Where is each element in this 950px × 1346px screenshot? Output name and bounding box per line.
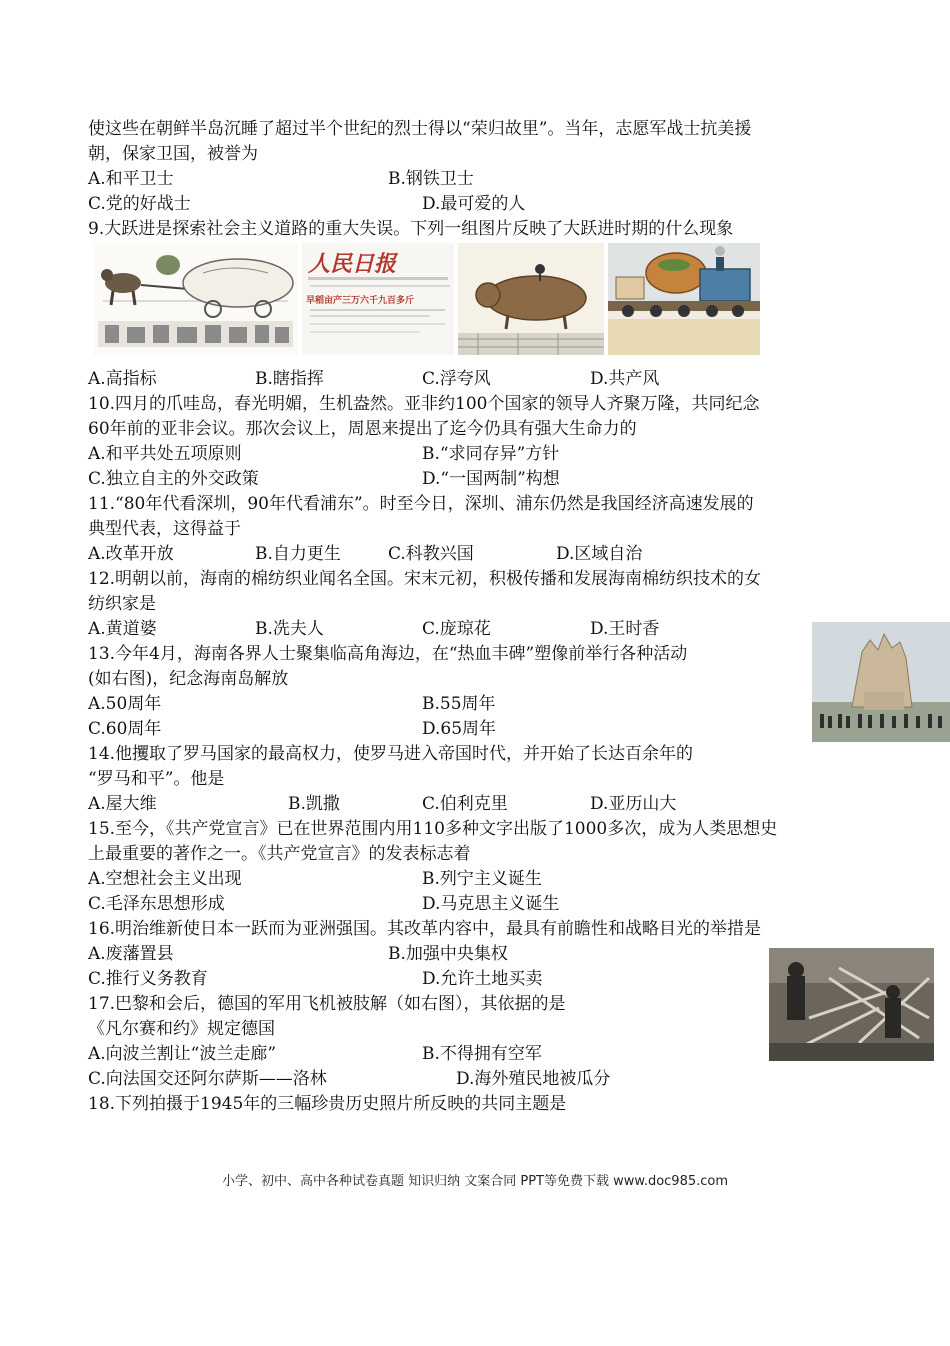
q14-option-d: D.亚历山大 — [590, 794, 677, 814]
q12-option-c: C.庞琼花 — [422, 619, 491, 639]
q9-option-b: B.瞎指挥 — [255, 369, 324, 389]
q15-option-a: A.空想社会主义出现 — [88, 869, 242, 889]
q8-stem-line1: 使这些在朝鲜半岛沉睡了超过半个世纪的烈士得以“荣归故里”。当年，志愿军战士抗美援 — [88, 119, 752, 139]
q9-stem: 9.大跃进是探索社会主义道路的重大失误。下列一组图片反映了大跃进时期的什么现象 — [88, 219, 734, 239]
q10-stem-line2: 60年前的亚非会议。那次会议上，周恩来提出了迄今仍具有强大生命力的 — [88, 419, 637, 439]
q11-option-b: B.自力更生 — [255, 544, 341, 564]
q11-stem-line2: 典型代表，这得益于 — [88, 519, 241, 539]
q16-option-a: A.废藩置县 — [88, 944, 174, 964]
q8-option-a: A.和平卫士 — [88, 169, 174, 189]
q9-option-c: C.浮夸风 — [422, 369, 491, 389]
q16-option-d: D.允许土地买卖 — [422, 969, 543, 989]
q10-stem-line1: 10.四月的爪哇岛，春光明媚，生机盎然。亚非约100个国家的领导人齐聚万隆，共同纪念 — [88, 394, 760, 414]
q13-option-d: D.65周年 — [422, 719, 497, 739]
q16-option-c: C.推行义务教育 — [88, 969, 208, 989]
q10-option-d: D.“一国两制”构想 — [422, 469, 560, 489]
q11-option-a: A.改革开放 — [88, 544, 174, 564]
q9-option-d: D.共产风 — [590, 369, 660, 389]
q10-option-c: C.独立自主的外交政策 — [88, 469, 259, 489]
newspaper-masthead: 人民日报 — [308, 251, 397, 277]
q14-option-c: C.伯利克里 — [422, 794, 508, 814]
page-footer: 小学、初中、高中各种试卷真题 知识归纳 文案合同 PPT等免费下载 www.doc985.com — [221, 1174, 729, 1189]
q18-stem-line1: 18.下列拍摄于1945年的三幅珍贵历史照片所反映的共同主题是 — [88, 1094, 567, 1114]
q11-option-c: C.科教兴国 — [388, 544, 474, 564]
q16-stem-line1: 16.明治维新使日本一跃而为亚洲强国。其改革内容中，最具有前瞻性和战略目光的举措是 — [88, 919, 762, 939]
q11-stem-line1: 11.“80年代看深圳，90年代看浦东”。时至今日，深圳、浦东仍然是我国经济高速发展的 — [88, 494, 754, 514]
q8-stem-line2: 朝，保家卫国，被誉为 — [88, 144, 258, 164]
q13-option-b: B.55周年 — [422, 694, 496, 714]
q17-option-c: C.向法国交还阿尔萨斯——洛林 — [88, 1069, 327, 1089]
q8-option-d: D.最可爱的人 — [422, 194, 526, 214]
q12-option-d: D.王时香 — [590, 619, 660, 639]
q8-option-b: B.钢铁卫士 — [388, 169, 474, 189]
q9-cartoon-ox-cart — [93, 243, 298, 355]
q10-option-b: B.“求同存异”方针 — [422, 444, 560, 464]
q13-option-c: C.60周年 — [88, 719, 162, 739]
q16-option-b: B.加强中央集权 — [388, 944, 508, 964]
newspaper-headline: 早稻亩产三万六千九百多斤 — [306, 296, 415, 306]
q13-monument-photo — [812, 622, 950, 742]
q8-option-c: C.党的好战士 — [88, 194, 191, 214]
q17-option-b: B.不得拥有空军 — [422, 1044, 542, 1064]
q12-stem-line2: 纺织家是 — [88, 594, 156, 614]
q12-stem-line1: 12.明朝以前，海南的棉纺织业闻名全国。宋末元初，积极传播和发展海南棉纺织技术的女 — [88, 569, 762, 589]
q10-option-a: A.和平共处五项原则 — [88, 444, 242, 464]
q15-stem-line2: 上最重要的著作之一。《共产党宣言》的发表标志着 — [88, 844, 471, 864]
q15-option-d: D.马克思主义诞生 — [422, 894, 560, 914]
q9-cartoon-train-produce — [608, 243, 760, 355]
q13-stem-line1: 13.今年4月，海南各界人士聚集临高角海边，在“热血丰碑”塑像前举行各种活动 — [88, 644, 688, 664]
q17-dismantled-aircraft-photo — [769, 948, 934, 1061]
q11-option-d: D.区域自治 — [556, 544, 643, 564]
q17-option-d: D.海外殖民地被瓜分 — [456, 1069, 611, 1089]
q12-option-a: A.黄道婆 — [88, 619, 157, 639]
q9-newspaper-clipping — [302, 243, 454, 355]
q15-option-c: C.毛泽东思想形成 — [88, 894, 225, 914]
q9-cartoon-giant-pig — [458, 243, 604, 355]
q15-stem-line1: 15.至今，《共产党宣言》已在世界范围内用110多种文字出版了1000多次，成为人类思想史 — [88, 819, 778, 839]
q13-option-a: A.50周年 — [88, 694, 162, 714]
q14-stem-line1: 14.他攫取了罗马国家的最高权力，使罗马进入帝国时代，并开始了长达百余年的 — [88, 744, 694, 764]
q17-stem-line1: 17.巴黎和会后，德国的军用飞机被肢解（如右图），其依据的是 — [88, 994, 566, 1014]
q14-stem-line2: “罗马和平”。他是 — [88, 769, 225, 789]
q14-option-a: A.屋大维 — [88, 794, 157, 814]
q12-option-b: B.冼夫人 — [255, 619, 324, 639]
q17-stem-line2: 《凡尔赛和约》规定德国 — [88, 1019, 275, 1039]
q9-option-a: A.高指标 — [88, 369, 157, 389]
q17-option-a: A.向波兰割让“波兰走廊” — [88, 1044, 277, 1064]
q14-option-b: B.凯撒 — [288, 794, 340, 814]
q13-stem-line2: (如右图)，纪念海南岛解放 — [88, 669, 289, 689]
q15-option-b: B.列宁主义诞生 — [422, 869, 542, 889]
